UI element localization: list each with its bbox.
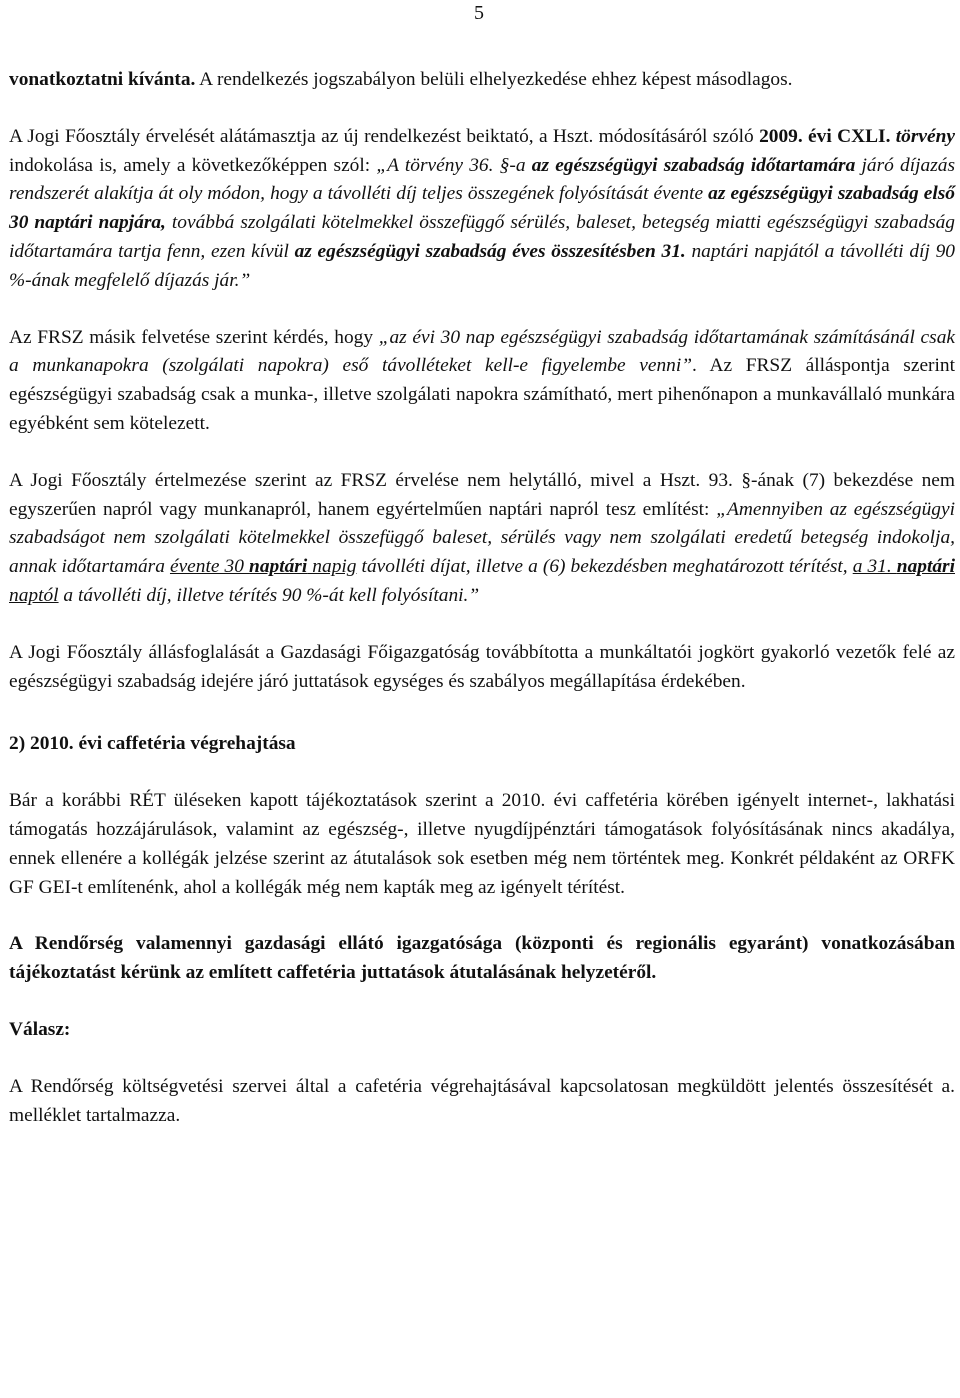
text-run: a 31. [852, 556, 897, 578]
text-run: „A törvény 36. §-a [376, 154, 532, 176]
paragraph-6 [9, 787, 955, 902]
paragraph-2 [9, 123, 955, 296]
text-run: az egészségügyi szabadság éves összesítésben 31. [294, 240, 686, 262]
text-run: A Jogi Főosztály értelmezése szerint az FRSZ érvelése nem helytálló, mivel a Hszt. 93. §-ának (7) bekezdése nem egyszerűen napról vagy munkanapról, hanem egyértelműen naptári napról tesz említést: [9, 469, 955, 520]
text-run: Az FRSZ másik felvetése szerint kérdés, hogy [9, 326, 379, 348]
text-run: A Rendőrség valamennyi gazdasági ellátó igazgatósága (központi és regionális egyaránt) vonatkozásában tájékoztatást kérünk az említett caffetéria juttatások átutalásának helyzetéről. [9, 933, 955, 984]
text-run: „Amennyiben az egészségügyi szabadságot nem szolgálati kötelmekkel összefüggő baleset, sérülés vagy nem szolgálati eredetű betegség indokolja, annak időtartamára [9, 498, 955, 578]
text-run: vonatkoztatni kívánta. [9, 69, 196, 90]
answer-label: Válasz: [9, 1018, 71, 1040]
paragraph-5 [9, 639, 955, 697]
text-run: naptári [896, 556, 955, 578]
section-heading: 2) 2010. évi caffetéria végrehajtása [9, 733, 296, 755]
text-run: naptári [249, 556, 308, 578]
paragraph-4 [9, 467, 955, 611]
text-run: járó díjazás rendszerét alakítja át oly módon, hogy a távolléti díj teljes összegének folyósítását évente [9, 154, 955, 205]
text-run: továbbá szolgálati kötelmekkel összefüggő sérülés, baleset, betegség miatti egészségügyi szabadság időtartamára tartja fenn, ezen kívül [9, 212, 956, 262]
text-run: A Jogi Főosztály állásfoglalását a Gazdasági Főigazgatóság továbbította a munkáltatói jogkört gyakorló vezetők felé az egészségügyi szabadság idejére járó juttatások egységes és szabályos megállapítása érdekében. [9, 641, 955, 692]
text-run: távolléti díjat, illetve a (6) bekezdésben meghatározott térítést, [356, 556, 853, 578]
paragraph-1 [9, 66, 955, 95]
text-run: . Az FRSZ álláspontja szerint egészségügyi szabadság csak a munka-, illetve szolgálati napokra számítható, mert pihenőnapon a munkavállaló munkára egyébként sem kötelezett. [9, 355, 955, 434]
text-run: naptári napjától a távolléti díj 90 %-ának megfelelő díjazás jár.” [9, 240, 955, 291]
text-run: Bár a korábbi RÉT üléseken kapott tájékoztatások szerint a 2010. évi caffetéria körében igényelt internet-, lakhatási támogatás hozzájárulások, valamint az egészség-, illetve nyugdíjpénztári támogatások folyósításának nincs akadálya, ennek ellenére a kollégák jelzése szerint az átutalások sok esetben még nem történtek meg. Konkrét példaként az ORFK GF GEI-t említenénk, ahol a kollégák még nem kapták meg az igényelt térítést. [9, 790, 955, 898]
page-number: 5 [474, 2, 484, 24]
text-run: az egészségügyi szabadság időtartamára [531, 154, 856, 176]
paragraph-7 [9, 930, 955, 988]
text-run: az egészségügyi szabadság első 30 naptári napjára, [9, 183, 956, 234]
paragraph-3 [9, 324, 955, 439]
text-run: naptól [9, 584, 59, 606]
document-body [9, 66, 955, 1158]
text-run: A Rendőrség költségvetési szervei által a cafetéria végrehajtásával kapcsolatosan megküldött jelentés összesítését a. melléklet tartalmazza. [9, 1075, 955, 1126]
text-run: évente 30 [169, 556, 250, 578]
text-run: napig [307, 556, 357, 578]
text-run: 2009. évi CXLI. [759, 125, 896, 147]
paragraph-8 [9, 1073, 955, 1131]
text-run: indokolása is, amely a következőképpen szól: [9, 154, 377, 176]
text-run: „az évi 30 nap egészségügyi szabadság időtartamának számításánál csak a munkanapokra (szolgálati napokra) eső távolléteket kell-e figyelembe venni” [9, 326, 955, 377]
text-run: A rendelkezés jogszabályon belüli elhelyezkedése ehhez képest másodlagos. [195, 69, 793, 90]
text-run: A Jogi Főosztály érvelését alátámasztja az új rendelkezést beiktató, a Hszt. módosításáról szóló [9, 125, 760, 147]
text-run: a távolléti díj, illetve térítés 90 %-át kell folyósítani.” [58, 584, 480, 606]
text-run: törvény [895, 125, 955, 147]
